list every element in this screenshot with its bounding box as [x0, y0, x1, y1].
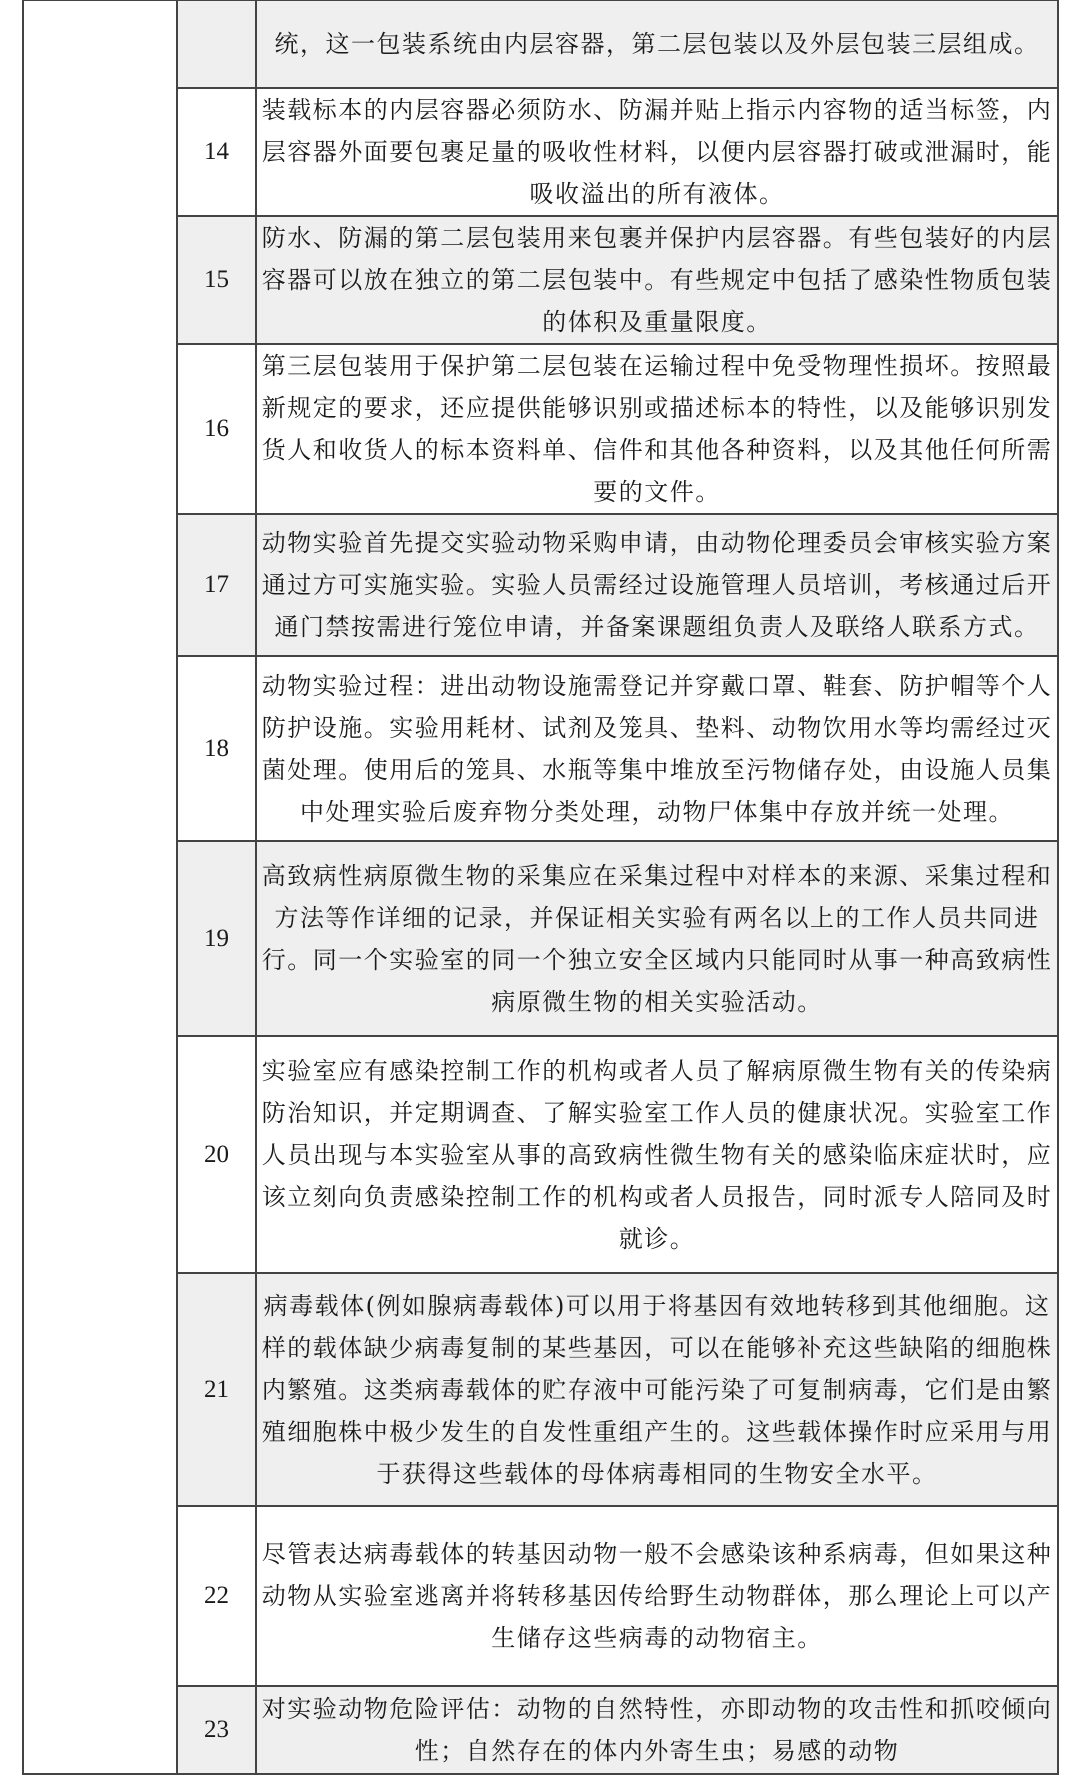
row-content-text: 动物实验过程：进出动物设施需登记并穿戴口罩、鞋套、防护帽等个人防护设施。实验用耗材、试剂及笼具、垫料、动物饮用水等均需经过灭菌处理。使用后的笼具、水瓶等集中堆放至污物储存处，由设施人员集中处理实验后废弃物分类处理，动物尸体集中存放并统一处理。: [261, 671, 1053, 826]
row-content-cell: [256, 344, 1058, 514]
row-content-text: 第三层包装用于保护第二层包装在运输过程中免受物理性损坏。按照最新规定的要求，还应提供能够识别或描述标本的特性，以及能够识别发货人和收货人的标本资料单、信件和其他各种资料，以及其他任何所需要的文件。: [261, 352, 1053, 506]
table-row: [23, 1686, 1058, 1774]
row-content-text: 实验室应有感染控制工作的机构或者人员了解病原微生物有关的传染病防治知识，并定期调查、了解实验室工作人员的健康状况。实验室工作人员出现与本实验室从事的高致病性微生物有关的感染临床症状时，应该立刻向负责感染控制工作的机构或者人员报告，同时派专人陪同及时就诊。: [261, 1056, 1053, 1253]
row-content-text: 动物实验首先提交实验动物采购申请，由动物伦理委员会审核实验方案通过方可实施实验。实验人员需经过设施管理人员培训，考核通过后开通门禁按需进行笼位申请，并备案课题组负责人及联络人联系方式。: [261, 529, 1053, 641]
table-row: [23, 1036, 1058, 1273]
row-number-cell: 15: [177, 216, 256, 344]
row-number-cell: 23: [177, 1686, 256, 1774]
row-content-cell: [256, 88, 1058, 216]
row-content-cell: [256, 1686, 1058, 1774]
row-number-cell: 18: [177, 656, 256, 841]
table-row: [23, 1506, 1058, 1686]
row-content-text: 尽管表达病毒载体的转基因动物一般不会感染该种系病毒，但如果这种动物从实验室逃离并将转移基因传给野生动物群体，那么理论上可以产生储存这些病毒的动物宿主。: [261, 1540, 1053, 1652]
table-row: [23, 0, 1058, 88]
row-number-cell: 19: [177, 841, 256, 1036]
row-content-cell: [256, 514, 1058, 656]
row-number-cell: 16: [177, 344, 256, 514]
row-number-cell: 22: [177, 1506, 256, 1686]
row-content-cell: [256, 841, 1058, 1036]
row-content-cell: [256, 656, 1058, 841]
row-content-cell: [256, 216, 1058, 344]
row-number-cell: 14: [177, 88, 256, 216]
row-content-text: 装载标本的内层容器必须防水、防漏并贴上指示内容物的适当标签，内层容器外面要包裹足量的吸收性材料，以便内层容器打破或泄漏时，能吸收溢出的所有液体。: [261, 96, 1053, 208]
row-content-cell: [256, 1273, 1058, 1506]
table-row: [23, 1273, 1058, 1506]
table-row: [23, 656, 1058, 841]
row-number-cell: 17: [177, 514, 256, 656]
row-number-cell: 21: [177, 1273, 256, 1506]
row-content-text: 统，这一包装系统由内层容器，第二层包装以及外层包装三层组成。: [274, 30, 1040, 58]
row-content-text: 病毒载体(例如腺病毒载体)可以用于将基因有效地转移到其他细胞。这样的载体缺少病毒复制的某些基因，可以在能够补充这些缺陷的细胞株内繁殖。这类病毒载体的贮存液中可能污染了可复制病毒，它们是由繁殖细胞株中极少发生的自发性重组产生的。这些载体操作时应采用与用于获得这些载体的母体病毒相同的生物安全水平。: [261, 1291, 1053, 1488]
blank-category-cell: [23, 0, 177, 1774]
biosafety-table: [22, 0, 1059, 1775]
row-content-cell: [256, 0, 1058, 88]
table-row: [23, 88, 1058, 216]
row-content-cell: [256, 1036, 1058, 1273]
row-content-cell: [256, 1506, 1058, 1686]
row-number-cell: 20: [177, 1036, 256, 1273]
row-content-text: 对实验动物危险评估：动物的自然特性，亦即动物的攻击性和抓咬倾向性；自然存在的体内外寄生虫；易感的动物: [261, 1695, 1053, 1765]
table-row: [23, 514, 1058, 656]
row-content-text: 防水、防漏的第二层包装用来包裹并保护内层容器。有些包装好的内层容器可以放在独立的第二层包装中。有些规定中包括了感染性物质包装的体积及重量限度。: [261, 224, 1053, 336]
table-row: [23, 216, 1058, 344]
table-row: [23, 841, 1058, 1036]
row-number-cell: [177, 0, 256, 88]
row-content-text: 高致病性病原微生物的采集应在采集过程中对样本的来源、采集过程和方法等作详细的记录，并保证相关实验有两名以上的工作人员共同进行。同一个实验室的同一个独立安全区域内只能同时从事一种高致病性病原微生物的相关实验活动。: [261, 861, 1053, 1016]
table-row: [23, 344, 1058, 514]
